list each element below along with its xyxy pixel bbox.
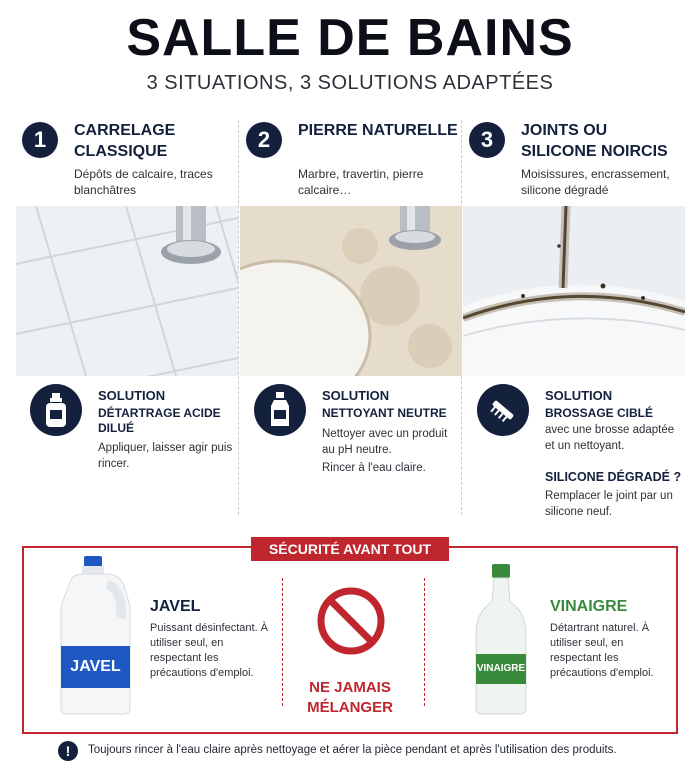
- solution-label: SOLUTION: [545, 388, 613, 403]
- situation-heading: JOINTS OU SILICONE NOIRCIS: [521, 122, 668, 160]
- page-subtitle: 3 SITUATIONS, 3 SOLUTIONS ADAPTÉES: [146, 72, 554, 94]
- solution-text: Appliquer, laisser agir puis rincer.: [98, 442, 233, 470]
- page-title: SALLE DE BAINS: [126, 9, 574, 67]
- stone-photo: [240, 206, 462, 376]
- no-mixing-icon: [316, 586, 386, 661]
- situation-description: Moisissures, encrassement, silicone dégradé: [521, 167, 670, 197]
- tile-photo: [16, 206, 238, 376]
- extra-heading: SILICONE DÉGRADÉ ?: [545, 470, 682, 484]
- situation-heading: PIERRE NATURELLE: [298, 122, 458, 139]
- vinaigre-bottle-image: [472, 564, 530, 721]
- solution-name: DÉTARTRAGE ACIDE DILUÉ: [98, 406, 221, 435]
- mold-joint-photo: [463, 206, 685, 376]
- solution-name: NETTOYANT NEUTRE: [322, 406, 447, 420]
- situation-description: Dépôts de calcaire, traces blanchâtres: [74, 167, 213, 197]
- situation-description: Marbre, travertin, pierre calcaire…: [298, 167, 424, 197]
- situation-card-pierre: [240, 112, 462, 522]
- situation-card-joints: [463, 112, 685, 522]
- brush-icon: [477, 384, 529, 436]
- solution-text-rinse: Rincer à l'eau claire.: [322, 462, 426, 474]
- solution-label: SOLUTION: [98, 388, 166, 403]
- solution-text: Nettoyer avec un produit au pH neutre.: [322, 428, 448, 456]
- javel-title: JAVEL: [150, 598, 201, 615]
- vinaigre-title: VINAIGRE: [550, 598, 628, 615]
- step-number-badge: 3: [469, 122, 505, 158]
- javel-bottle-image: [58, 556, 134, 721]
- extra-text: Remplacer le joint par un silicone neuf.: [545, 490, 673, 518]
- vinaigre-text: Détartrant naturel. À utiliser seul, en respectant les précautions d'emploi.: [550, 622, 654, 679]
- solution-text: avec une brosse adaptée et un nettoyant.: [545, 424, 675, 452]
- solution-name: BROSSAGE CIBLÉ: [545, 406, 654, 420]
- situation-heading: CARRELAGE CLASSIQUE: [74, 122, 176, 160]
- bottle-icon: [254, 384, 306, 436]
- never-mix-warning: NE JAMAIS MÉLANGER: [307, 679, 393, 716]
- safety-divider: [282, 578, 283, 706]
- solution-label: SOLUTION: [322, 388, 390, 403]
- info-icon: !: [58, 741, 78, 761]
- safety-divider: [424, 578, 425, 706]
- safety-badge: SÉCURITÉ AVANT TOUT: [251, 537, 449, 561]
- javel-text: Puissant désinfectant. À utiliser seul, en respectant les précautions d'emploi.: [150, 622, 269, 679]
- javel-bottle-label: JAVEL: [70, 658, 121, 675]
- step-number-badge: 2: [246, 122, 282, 158]
- footer-note: Toujours rincer à l'eau claire après nettoyage et aérer la pièce pendant et après l'utilisation des produits.: [88, 744, 617, 756]
- spray-bottle-icon: [30, 384, 82, 436]
- situation-card-carrelage: [16, 112, 238, 522]
- step-number-badge: 1: [22, 122, 58, 158]
- vinaigre-bottle-label: VINAIGRE: [476, 663, 526, 674]
